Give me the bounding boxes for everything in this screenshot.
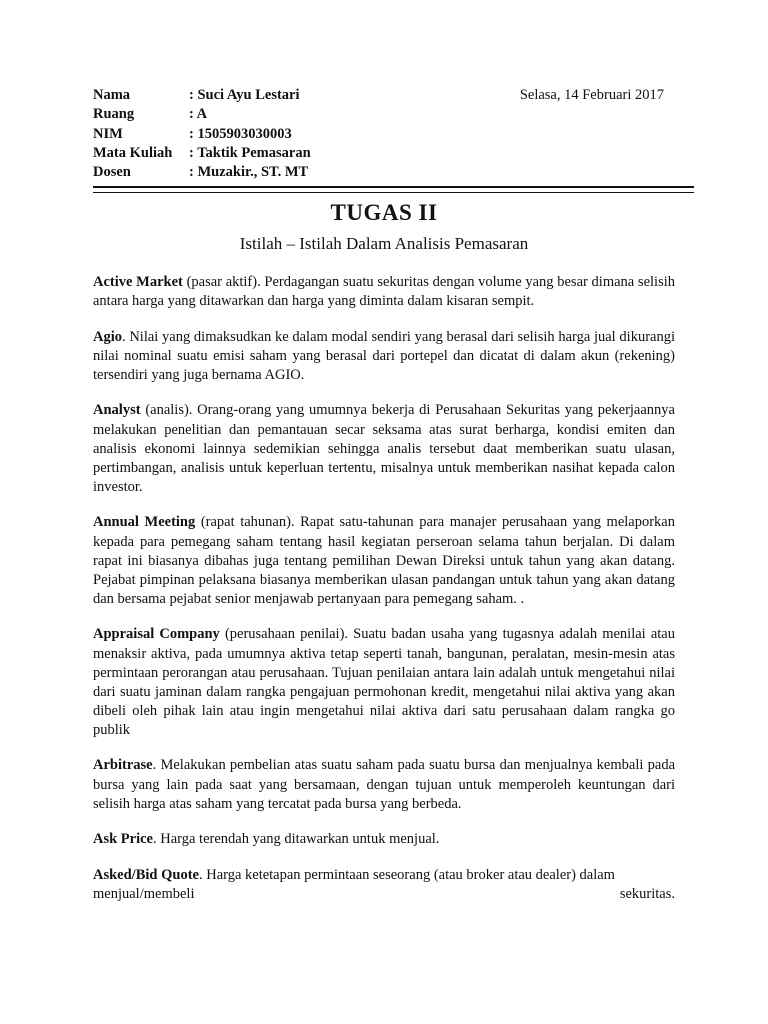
glossary-entry-line2 (93, 885, 675, 904)
glossary-entry (93, 328, 675, 385)
glossary-definition: . Melakukan pembelian atas suatu saham pada suatu bursa dan menjualnya kembali pada bursa yang lain pada saat yang bersamaan, dengan tujuan untuk memperoleh keuntungan dari selisih harga atas saham yang tercatat pada bursa yang berbeda. (93, 757, 675, 812)
glossary-term: Appraisal Company (93, 626, 220, 643)
document-subtitle: Istilah – Istilah Dalam Analisis Pemasaran (239, 234, 529, 253)
info-row-name (93, 86, 311, 105)
info-row-nim (93, 125, 311, 144)
info-value: : Muzakir., ST. MT (189, 164, 309, 181)
info-value: : Taktik Pemasaran (189, 144, 311, 161)
glossary-term: Asked/Bid Quote (93, 866, 199, 883)
glossary-entry (93, 273, 675, 311)
header-divider-thick (93, 186, 694, 188)
glossary-definition: (perusahaan penilai). Suatu badan usaha yang tugasnya adalah menilai atau menaksir aktiva, pada umumnya aktiva tetap seperti tanah, bangunan, peralatan, mesin-mesin atas permintaan perorangan atau perusahaan. Tujuan penilaian antara lain adalah untuk mengetahui nilai dari suatu jaminan dalam rangka pengajuan permohonan kredit, mengetahui nilai aktiva yang akan dibeli oleh pihak lain atau ingin mengetahui nilai aktiva dari satu perusahaan dalam rangka go publik (93, 626, 675, 738)
info-value: : A (189, 106, 208, 123)
info-label: NIM (93, 125, 123, 142)
glossary-term: Analyst (93, 402, 141, 419)
glossary-entry-last (93, 866, 675, 904)
glossary-entry (93, 625, 675, 740)
glossary-definition: (pasar aktif). Perdagangan suatu sekuritas dengan volume yang besar dimana selisih antara harga yang ditawarkan dan harga yang diminta dalam kisaran sempit. (93, 274, 675, 310)
glossary-definition-right: sekuritas. (619, 885, 675, 902)
glossary-entry (93, 513, 675, 608)
glossary-definition: . Harga ketetapan permintaan seseorang (atau broker atau dealer) dalam (198, 866, 615, 883)
glossary-definition: (analis). Orang-orang yang umumnya bekerja di Perusahaan Sekuritas yang pekerjaannya melakukan penelitian dan pemantauan secar seksama atas surat berharga, kondisi emiten dan analisis ekonomi lainnya sedemikian sehingga analis tersebut daat memberikan suatu ulasan, pertimbangan, analisis untuk keperluan tertentu, misalnya untuk memberikan nasihat kepada calon investor. (93, 402, 675, 495)
glossary-definition-left: menjual/membeli (93, 885, 195, 902)
glossary-entry-line1 (93, 866, 675, 885)
glossary-entry (93, 830, 675, 849)
glossary-term: Agio (93, 328, 122, 345)
glossary-entry (93, 756, 675, 813)
info-row-lecturer (93, 163, 311, 182)
info-label: Mata Kuliah (93, 144, 173, 161)
document-date: Selasa, 14 Februari 2017 (519, 87, 664, 103)
glossary-entry (93, 401, 675, 496)
glossary-term: Annual Meeting (93, 514, 196, 531)
info-row-room (93, 105, 311, 124)
header-divider-thin (93, 192, 694, 193)
info-row-course (93, 144, 311, 163)
glossary-definition: . Harga terendah yang ditawarkan untuk menjual. (153, 831, 440, 848)
glossary-term: Arbitrase (93, 757, 153, 774)
document-title: TUGAS II (330, 200, 438, 225)
glossary-definition: . Nilai yang dimaksudkan ke dalam modal sendiri yang berasal dari selisih harga jual dikurangi nilai nominal suatu emisi saham yang berasal dari portepel dan dicatat di dalam akun (rekening) tersendiri yang juga bernama AGIO. (93, 328, 675, 383)
glossary-entries (93, 273, 675, 921)
student-info (93, 86, 311, 182)
glossary-term: Active Market (93, 274, 183, 290)
info-label: Dosen (93, 164, 131, 181)
glossary-definition: (rapat tahunan). Rapat satu-tahunan para manajer perusahaan yang melaporkan kepada para pemegang saham tentang hasil kegiatan perseroan selama tahun berjalan. Di dalam rapat ini biasanya dibahas juga tentang pemilihan Dewan Direksi untuk tahun yang akan datang. Pejabat pimpinan pelaksana biasanya memberikan ulasan pandangan untuk tahun yang akan datang dan bersama pejabat senior menjawab pertanyaan para pemegang saham. . (93, 514, 675, 607)
glossary-term: Ask Price (93, 831, 153, 848)
info-label: Ruang (93, 106, 135, 123)
info-value: : Suci Ayu Lestari (189, 87, 300, 103)
info-value: : 1505903030003 (189, 125, 292, 142)
info-label: Nama (93, 87, 131, 103)
